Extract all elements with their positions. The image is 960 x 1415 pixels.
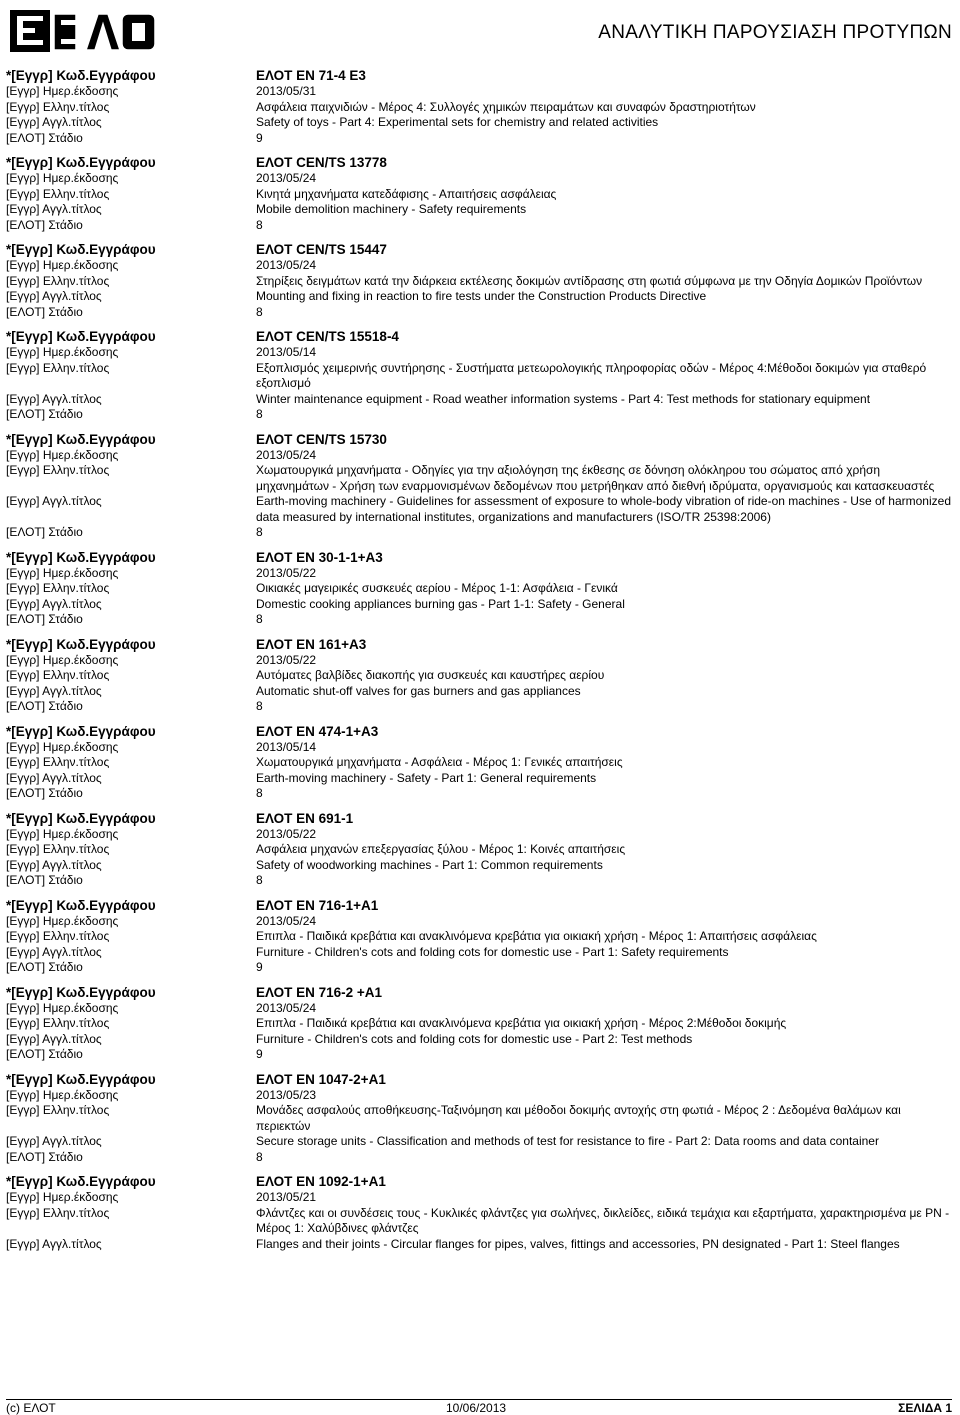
- records-list: [6, 67, 952, 1260]
- record-row-code: [6, 67, 952, 84]
- field-value: ΕΛΟΤ EN 161+A3: [256, 636, 367, 652]
- field-value: Safety of toys - Part 4: Experimental sets for chemistry and related activities: [256, 115, 659, 129]
- field-label: [ΕΛΟΤ] Στάδιο: [6, 786, 83, 800]
- field-label: [Εγγρ] Αγγλ.τίτλος: [6, 683, 102, 698]
- field-value: 2013/05/31: [256, 84, 317, 98]
- record-row-stage: [6, 612, 952, 628]
- elot-logo: [8, 6, 158, 56]
- field-value: ΕΛΟΤ EN 474-1+A3: [256, 723, 379, 739]
- field-label: [Εγγρ] Ημερ.έκδοσης: [6, 1190, 119, 1204]
- field-label: [Εγγρ] Ημερ.έκδοσης: [6, 258, 119, 272]
- record-row-code: [6, 984, 952, 1001]
- field-label: *[Εγγρ] Κωδ.Εγγράφου: [6, 155, 156, 170]
- field-value: ΕΛΟΤ CEN/TS 13778: [256, 155, 387, 170]
- field-label: [Εγγρ] Αγγλ.τίτλος: [6, 494, 102, 508]
- record-row-stage: [6, 960, 952, 976]
- field-label: *[Εγγρ] Κωδ.Εγγράφου: [6, 68, 156, 83]
- field-label: [ΕΛΟΤ] Στάδιο: [6, 612, 83, 626]
- field-label: [Εγγρ] Ελλην.τίτλος: [6, 1016, 110, 1030]
- field-label: [ΕΛΟΤ] Στάδιο: [6, 130, 83, 145]
- record-row-code: [6, 328, 952, 345]
- field-value: 9: [256, 1047, 263, 1061]
- record-row-en: [6, 858, 952, 874]
- field-label: [Εγγρ] Ελλην.τίτλος: [6, 463, 110, 477]
- record-row-stage: [6, 873, 952, 889]
- record-row-code: [6, 723, 952, 740]
- field-label: [Εγγρ] Ημερ.έκδοσης: [6, 345, 119, 359]
- field-value: Furniture - Children's cots and folding cots for domestic use - Part 1: Safety requirements: [256, 944, 729, 959]
- standard-record: [6, 1071, 952, 1166]
- field-value: 8: [256, 873, 263, 887]
- field-label: [Εγγρ] Ελλην.τίτλος: [6, 273, 110, 288]
- record-row-en: [6, 1237, 952, 1253]
- footer-date: 10/06/2013: [446, 1401, 507, 1415]
- record-row-code: [6, 241, 952, 258]
- record-row-stage: [6, 407, 952, 423]
- field-value: Χωματουργικά μηχανήματα - Ασφάλεια - Μέρος 1: Γενικές απαιτήσεις: [256, 755, 623, 769]
- field-value: 2013/05/22: [256, 652, 317, 667]
- field-label: [Εγγρ] Ημερ.έκδοσης: [6, 739, 119, 754]
- field-value: ΕΛΟΤ EN 691-1: [256, 810, 354, 826]
- record-row-el: [6, 842, 952, 858]
- standard-record: [6, 636, 952, 715]
- field-value: 2013/05/14: [256, 345, 317, 359]
- standard-record: [6, 723, 952, 802]
- field-label: *[Εγγρ] Κωδ.Εγγράφου: [6, 242, 156, 257]
- field-value: ΕΛΟΤ EN 716-2 +A1: [256, 984, 383, 1000]
- record-row-code: [6, 636, 952, 653]
- field-label: [Εγγρ] Ημερ.έκδοσης: [6, 447, 119, 462]
- field-label: *[Εγγρ] Κωδ.Εγγράφου: [6, 897, 156, 913]
- field-label: [Εγγρ] Αγγλ.τίτλος: [6, 1031, 102, 1046]
- record-row-stage: [6, 699, 952, 715]
- field-value: ΕΛΟΤ EN 1092-1+A1: [256, 1174, 386, 1189]
- field-label: [Εγγρ] Ελλην.τίτλος: [6, 842, 110, 856]
- footer-page-number: ΣΕΛΙΔΑ 1: [898, 1401, 952, 1415]
- field-value: 2013/05/14: [256, 739, 317, 754]
- record-row-el: [6, 755, 952, 771]
- record-row-date: [6, 448, 952, 464]
- record-row-stage: [6, 525, 952, 541]
- standard-record: [6, 1173, 952, 1252]
- field-label: *[Εγγρ] Κωδ.Εγγράφου: [6, 984, 156, 1000]
- field-label: [Εγγρ] Αγγλ.τίτλος: [6, 115, 102, 129]
- record-row-date: [6, 827, 952, 843]
- field-label: [ΕΛΟΤ] Στάδιο: [6, 1149, 83, 1164]
- field-label: [ΕΛΟΤ] Στάδιο: [6, 699, 83, 713]
- field-value: Furniture - Children's cots and folding cots for domestic use - Part 2: Test methods: [256, 1031, 693, 1046]
- record-row-en: [6, 494, 952, 525]
- record-row-en: [6, 684, 952, 700]
- field-value: 2013/05/22: [256, 565, 317, 580]
- field-label: [Εγγρ] Ελλην.τίτλος: [6, 581, 110, 595]
- field-label: [Εγγρ] Ημερ.έκδοσης: [6, 171, 119, 185]
- field-label: [Εγγρ] Αγγλ.τίτλος: [6, 770, 102, 785]
- field-label: [Εγγρ] Ημερ.έκδοσης: [6, 565, 119, 580]
- record-row-el: [6, 361, 952, 392]
- field-value: 2013/05/22: [256, 826, 317, 841]
- field-value: 8: [256, 612, 263, 626]
- record-row-en: [6, 1134, 952, 1150]
- record-row-en: [6, 289, 952, 305]
- field-label: [Εγγρ] Ελλην.τίτλος: [6, 755, 110, 769]
- field-value: 8: [256, 407, 263, 421]
- field-value: 9: [256, 130, 263, 145]
- record-row-stage: [6, 1047, 952, 1063]
- field-label: [ΕΛΟΤ] Στάδιο: [6, 1047, 83, 1061]
- record-row-el: [6, 1103, 952, 1134]
- field-value: Safety of woodworking machines - Part 1: Common requirements: [256, 857, 603, 872]
- record-row-date: [6, 171, 952, 187]
- field-value: 2013/05/21: [256, 1190, 317, 1204]
- record-row-date: [6, 1001, 952, 1017]
- field-value: ΕΛΟΤ CEN/TS 15518-4: [256, 329, 399, 344]
- record-row-date: [6, 914, 952, 930]
- record-row-en: [6, 597, 952, 613]
- field-value: 2013/05/24: [256, 258, 317, 272]
- field-label: [Εγγρ] Ελλην.τίτλος: [6, 99, 110, 114]
- field-value: 9: [256, 960, 263, 974]
- field-value: ΕΛΟΤ EN 1047-2+A1: [256, 1071, 386, 1087]
- record-row-en: [6, 945, 952, 961]
- standard-record: [6, 67, 952, 146]
- record-row-code: [6, 549, 952, 566]
- record-row-stage: [6, 131, 952, 147]
- record-row-en: [6, 115, 952, 131]
- field-label: *[Εγγρ] Κωδ.Εγγράφου: [6, 329, 156, 344]
- field-label: [Εγγρ] Αγγλ.τίτλος: [6, 596, 102, 611]
- field-label: [Εγγρ] Αγγλ.τίτλος: [6, 857, 102, 872]
- record-row-date: [6, 258, 952, 274]
- field-value: 8: [256, 304, 263, 319]
- field-value: Ασφάλεια μηχανών επεξεργασίας ξύλου - Μέρος 1: Κοινές απαιτήσεις: [256, 842, 626, 856]
- field-label: [ΕΛΟΤ] Στάδιο: [6, 525, 83, 539]
- standard-record: [6, 241, 952, 320]
- field-value: Μονάδες ασφαλούς αποθήκευσης-Ταξινόμηση και μέθοδοι δοκιμής αντοχής στη φωτιά - Μέρος 2 : Δεδομένα θαλάμων και περιεκτών: [256, 1103, 901, 1133]
- record-row-stage: [6, 786, 952, 802]
- field-value: 2013/05/23: [256, 1087, 317, 1102]
- record-row-en: [6, 1032, 952, 1048]
- record-row-el: [6, 100, 952, 116]
- field-value: Κινητά μηχανήματα κατεδάφισης - Απαιτήσεις ασφάλειας: [256, 186, 557, 201]
- report-title: ΑΝΑΛΥΤΙΚΗ ΠΑΡΟΥΣΙΑΣΗ ΠΡΟΤΥΠΩΝ: [598, 22, 952, 43]
- field-value: 8: [256, 217, 263, 232]
- record-row-stage: [6, 1150, 952, 1166]
- field-label: [Εγγρ] Ημερ.έκδοσης: [6, 913, 119, 928]
- field-value: 8: [256, 1149, 263, 1164]
- record-row-stage: [6, 305, 952, 321]
- field-value: Flanges and their joints - Circular flanges for pipes, valves, fittings and accessories, PN designated - Part 1: Steel flanges: [256, 1236, 900, 1251]
- record-row-el: [6, 581, 952, 597]
- field-value: Earth-moving machinery - Safety - Part 1: General requirements: [256, 770, 597, 785]
- field-value: Earth-moving machinery - Guidelines for assessment of exposure to whole-body vibration of ride-on machines - Use of harmonized data measured by international institutes, organizations and manufacturers (ISO/TR 25398:2006): [256, 494, 951, 524]
- standard-record: [6, 897, 952, 976]
- field-value: Εξοπλισμός χειμερινής συντήρησης - Συστήματα μετεωρολογικής πληροφορίας οδών - Μέρος 4:Μέθοδοι δοκιμών για σταθερό εξοπλισμό: [256, 360, 927, 390]
- standard-record: [6, 984, 952, 1063]
- standard-record: [6, 328, 952, 423]
- record-row-date: [6, 345, 952, 361]
- field-label: [Εγγρ] Αγγλ.τίτλος: [6, 1134, 102, 1148]
- field-label: [Εγγρ] Αγγλ.τίτλος: [6, 202, 102, 216]
- field-value: ΕΛΟΤ EN 716-1+A1: [256, 897, 379, 913]
- field-value: ΕΛΟΤ CEN/TS 15730: [256, 431, 387, 447]
- field-value: Επιπλα - Παιδικά κρεβάτια και ανακλινόμενα κρεβάτια για οικιακή χρήση - Μέρος 2:Μέθοδοι δοκιμής: [256, 1016, 787, 1030]
- record-row-el: [6, 187, 952, 203]
- record-row-en: [6, 392, 952, 408]
- record-row-el: [6, 274, 952, 290]
- field-value: 2013/05/24: [256, 913, 317, 928]
- field-value: ΕΛΟΤ CEN/TS 15447: [256, 242, 387, 257]
- field-label: *[Εγγρ] Κωδ.Εγγράφου: [6, 810, 156, 826]
- record-row-el: [6, 668, 952, 684]
- field-label: [Εγγρ] Ελλην.τίτλος: [6, 360, 110, 375]
- field-value: ΕΛΟΤ EN 30-1-1+A3: [256, 549, 383, 565]
- record-row-en: [6, 771, 952, 787]
- record-row-date: [6, 1088, 952, 1104]
- field-label: [Εγγρ] Ελλην.τίτλος: [6, 1103, 110, 1117]
- field-label: [Εγγρ] Ημερ.έκδοσης: [6, 826, 119, 841]
- field-value: Φλάντζες και οι συνδέσεις τους - Κυκλικές φλάντζες για σωλήνες, δικλείδες, ειδικά τεμάχια και εξαρτήματα, χαρακτηρισμένα με PN - Μέρος 1: Χαλύβδινες φλάντζες: [256, 1205, 950, 1235]
- record-row-stage: [6, 218, 952, 234]
- record-row-date: [6, 740, 952, 756]
- field-label: [Εγγρ] Ελλην.τίτλος: [6, 1205, 110, 1220]
- field-label: [Εγγρ] Ελλην.τίτλος: [6, 668, 110, 682]
- record-row-date: [6, 84, 952, 100]
- field-label: [Εγγρ] Αγγλ.τίτλος: [6, 944, 102, 959]
- field-value: Secure storage units - Classification and methods of test for resistance to fire - Part 2: Data rooms and data container: [256, 1134, 879, 1148]
- record-row-el: [6, 1016, 952, 1032]
- field-value: Επιπλα - Παιδικά κρεβάτια και ανακλινόμενα κρεβάτια για οικιακή χρήση - Μέρος 1: Απαιτήσεις ασφάλειας: [256, 929, 817, 943]
- record-row-date: [6, 653, 952, 669]
- field-label: [ΕΛΟΤ] Στάδιο: [6, 407, 83, 421]
- field-label: *[Εγγρ] Κωδ.Εγγράφου: [6, 1071, 156, 1087]
- field-label: [ΕΛΟΤ] Στάδιο: [6, 873, 83, 887]
- field-label: [Εγγρ] Ελλην.τίτλος: [6, 186, 110, 201]
- field-value: Domestic cooking appliances burning gas - Part 1-1: Safety - General: [256, 596, 625, 611]
- field-label: [Εγγρ] Ημερ.έκδοσης: [6, 84, 119, 98]
- field-label: *[Εγγρ] Κωδ.Εγγράφου: [6, 723, 156, 739]
- field-value: Χωματουργικά μηχανήματα - Οδηγίες για την αξιολόγηση της έκθεσης σε δόνηση ολόκληρου του σώματος από χρήση μηχανημάτων - Χρήση των εναρμονισμένων δεδομένων που μετρήθηκαν από διεθνή ιδρύματα, οργανισμούς και κατασκευαστές: [256, 463, 935, 493]
- field-value: Ασφάλεια παιχνιδιών - Μέρος 4: Συλλογές χημικών πειραμάτων και συναφών δραστηριοτήτων: [256, 99, 756, 114]
- field-label: *[Εγγρ] Κωδ.Εγγράφου: [6, 1174, 156, 1189]
- field-value: Αυτόματες βαλβίδες διακοπής για συσκευές και καυστήρες αερίου: [256, 668, 605, 682]
- field-value: 2013/05/24: [256, 1000, 317, 1015]
- standard-record: [6, 810, 952, 889]
- record-row-code: [6, 154, 952, 171]
- field-value: Automatic shut-off valves for gas burners and gas appliances: [256, 683, 581, 698]
- field-label: [Εγγρ] Αγγλ.τίτλος: [6, 289, 102, 303]
- record-row-date: [6, 1190, 952, 1206]
- field-value: 8: [256, 786, 263, 800]
- field-value: Mounting and fixing in reaction to fire tests under the Construction Products Directive: [256, 289, 707, 303]
- field-value: 8: [256, 699, 263, 713]
- field-label: [Εγγρ] Ημερ.έκδοσης: [6, 1000, 119, 1015]
- field-value: 8: [256, 525, 263, 539]
- standard-record: [6, 549, 952, 628]
- field-value: ΕΛΟΤ EN 71-4 E3: [256, 68, 366, 83]
- field-value: Στηρίξεις δειγμάτων κατά την διάρκεια εκτέλεσης δοκιμών αντίδρασης στη φωτιά σύμφωνα με την Οδηγία Δομικών Προϊόντων: [256, 273, 923, 288]
- standard-record: [6, 154, 952, 233]
- record-row-code: [6, 1071, 952, 1088]
- field-label: [Εγγρ] Αγγλ.τίτλος: [6, 1236, 102, 1251]
- field-value: 2013/05/24: [256, 171, 317, 185]
- field-label: [ΕΛΟΤ] Στάδιο: [6, 960, 83, 974]
- field-label: [ΕΛΟΤ] Στάδιο: [6, 304, 83, 319]
- field-label: *[Εγγρ] Κωδ.Εγγράφου: [6, 431, 156, 447]
- field-value: Οικιακές μαγειρικές συσκευές αερίου - Μέρος 1-1: Ασφάλεια - Γενικά: [256, 581, 618, 595]
- field-label: *[Εγγρ] Κωδ.Εγγράφου: [6, 636, 156, 652]
- field-label: [ΕΛΟΤ] Στάδιο: [6, 217, 83, 232]
- field-value: Winter maintenance equipment - Road weather information systems - Part 4: Test methods for stationary equipment: [256, 391, 871, 406]
- record-row-code: [6, 1173, 952, 1190]
- record-row-en: [6, 202, 952, 218]
- field-value: 2013/05/24: [256, 447, 317, 462]
- standard-record: [6, 431, 952, 541]
- page-footer: [6, 1399, 952, 1415]
- field-label: [Εγγρ] Ημερ.έκδοσης: [6, 652, 119, 667]
- record-row-code: [6, 810, 952, 827]
- record-row-el: [6, 463, 952, 494]
- footer-copyright: (c) ΕΛΟΤ: [6, 1401, 56, 1415]
- record-row-date: [6, 566, 952, 582]
- record-row-el: [6, 929, 952, 945]
- field-value: Mobile demolition machinery - Safety requirements: [256, 202, 527, 216]
- record-row-code: [6, 431, 952, 448]
- record-row-el: [6, 1206, 952, 1237]
- field-label: [Εγγρ] Αγγλ.τίτλος: [6, 391, 102, 406]
- record-row-code: [6, 897, 952, 914]
- field-label: *[Εγγρ] Κωδ.Εγγράφου: [6, 549, 156, 565]
- field-label: [Εγγρ] Ελλην.τίτλος: [6, 929, 110, 943]
- field-label: [Εγγρ] Ημερ.έκδοσης: [6, 1087, 119, 1102]
